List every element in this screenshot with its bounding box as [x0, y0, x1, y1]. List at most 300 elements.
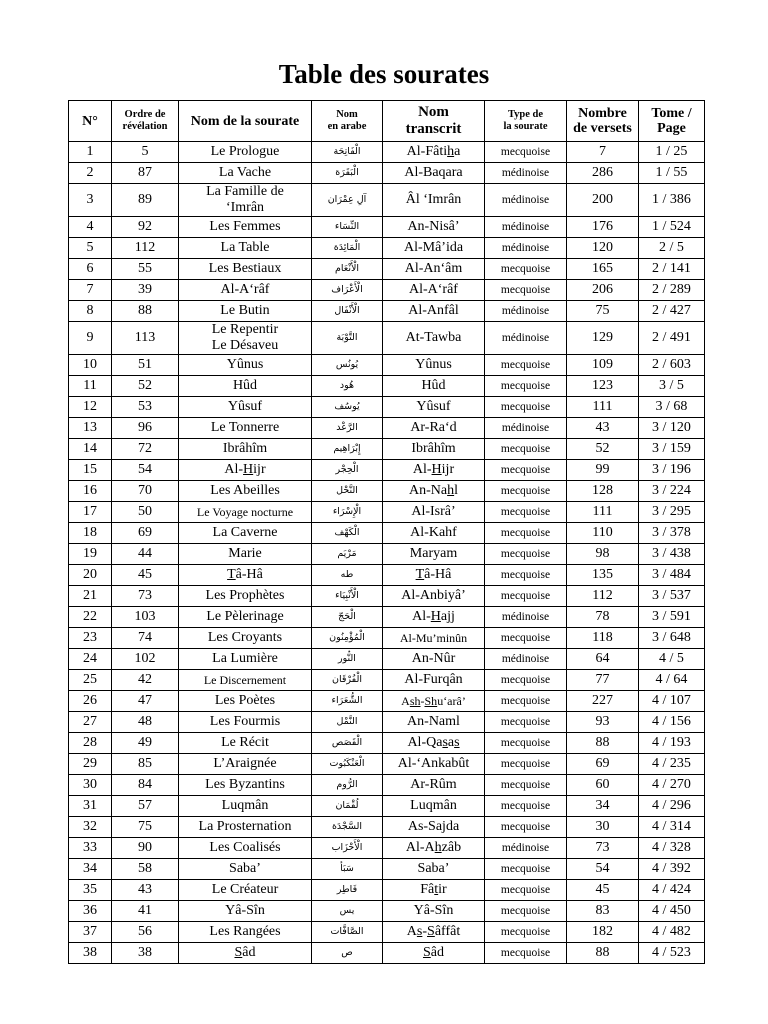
cell-verse-count: 110: [567, 523, 639, 544]
text-segment: u‘arâ’: [437, 694, 466, 708]
header-line: Nom: [418, 104, 449, 120]
cell-verse-count: 30: [567, 817, 639, 838]
header-line: la sourate: [503, 121, 548, 132]
cell-transcribed-name: As-Sajda: [383, 817, 485, 838]
cell-transcribed-name: An-Nisâ’: [383, 217, 485, 238]
cell-verse-count: 120: [567, 238, 639, 259]
cell-volume-page: 3 / 68: [639, 397, 705, 418]
table-row: [69, 880, 705, 901]
cell-surah-type: mecquoise: [485, 586, 567, 607]
table-row: [69, 565, 705, 586]
cell-volume-page: 2 / 141: [639, 259, 705, 280]
cell-arabic-name: الْأَنْفَال: [312, 301, 383, 322]
cell-verse-count: 52: [567, 439, 639, 460]
table-row: [69, 184, 705, 217]
cell-transcribed-name: Yûnus: [383, 355, 485, 376]
cell-surah-type: mecquoise: [485, 280, 567, 301]
cell-arabic-name: النِّسَاء: [312, 217, 383, 238]
text-segment: ajj: [440, 609, 455, 624]
cell-number: 8: [69, 301, 112, 322]
cell-surah-type: mecquoise: [485, 733, 567, 754]
cell-surah-name: Luqmân: [179, 796, 312, 817]
cell-surah-type: mecquoise: [485, 460, 567, 481]
cell-arabic-name: طه: [312, 565, 383, 586]
cell-revelation-order: 75: [112, 817, 179, 838]
cell-surah-name: Ibrâhîm: [179, 439, 312, 460]
cell-number: 5: [69, 238, 112, 259]
cell-volume-page: 4 / 392: [639, 859, 705, 880]
table-row: [69, 163, 705, 184]
cell-transcribed-name: Yâ-Sîn: [383, 901, 485, 922]
cell-surah-type: mecquoise: [485, 259, 567, 280]
cell-surah-type: mecquoise: [485, 376, 567, 397]
cell-volume-page: 4 / 296: [639, 796, 705, 817]
cell-arabic-name: الشُّعَرَاء: [312, 691, 383, 712]
cell-revelation-order: 69: [112, 523, 179, 544]
cell-revelation-order: 48: [112, 712, 179, 733]
table-row: [69, 301, 705, 322]
cell-number: 1: [69, 142, 112, 163]
table-row: [69, 481, 705, 502]
cell-transcribed-name: An-Nûr: [383, 649, 485, 670]
cell-number: 35: [69, 880, 112, 901]
cell-surah-name: L’Araignée: [179, 754, 312, 775]
header-line: Nom: [336, 109, 358, 120]
cell-verse-count: 112: [567, 586, 639, 607]
text-segment: -: [420, 694, 425, 708]
cell-arabic-name: الصَّافَّات: [312, 922, 383, 943]
cell-surah-name: Yûnus: [179, 355, 312, 376]
cell-surah-type: mecquoise: [485, 859, 567, 880]
cell-verse-count: 78: [567, 607, 639, 628]
table-row: [69, 523, 705, 544]
cell-transcribed-name: Al-Mâ’ida: [383, 238, 485, 259]
underlined-letters: H: [243, 462, 254, 477]
text-segment: â-Hâ: [235, 567, 263, 582]
cell-verse-count: 200: [567, 184, 639, 217]
cell-volume-page: 4 / 523: [639, 943, 705, 964]
cell-surah-type: médinoise: [485, 301, 567, 322]
cell-verse-count: 60: [567, 775, 639, 796]
cell-revelation-order: 73: [112, 586, 179, 607]
cell-revelation-order: 74: [112, 628, 179, 649]
cell-arabic-name: الْأَحْزَاب: [312, 838, 383, 859]
table-row: [69, 754, 705, 775]
cell-revelation-order: 90: [112, 838, 179, 859]
cell-number: 33: [69, 838, 112, 859]
cell-verse-count: 88: [567, 943, 639, 964]
underlined-letters: T: [415, 567, 425, 582]
cell-verse-count: 165: [567, 259, 639, 280]
cell-arabic-name: الْعَنْكَبُوت: [312, 754, 383, 775]
table-row: [69, 460, 705, 481]
cell-verse-count: 176: [567, 217, 639, 238]
text-segment: ir: [438, 882, 447, 897]
cell-revelation-order: 85: [112, 754, 179, 775]
cell-volume-page: 3 / 196: [639, 460, 705, 481]
cell-transcribed-name: Al-‘Ankabût: [383, 754, 485, 775]
cell-volume-page: 2 / 603: [639, 355, 705, 376]
cell-transcribed-name: Hûd: [383, 376, 485, 397]
cell-verse-count: 64: [567, 649, 639, 670]
cell-surah-type: mecquoise: [485, 880, 567, 901]
cell-surah-type: mecquoise: [485, 544, 567, 565]
cell-surah-type: mecquoise: [485, 502, 567, 523]
header-revelation-order: [112, 101, 179, 142]
cell-revelation-order: 92: [112, 217, 179, 238]
cell-surah-type: médinoise: [485, 322, 567, 355]
cell-surah-name: Saba’: [179, 859, 312, 880]
cell-surah-name: Les Fourmis: [179, 712, 312, 733]
cell-surah-type: médinoise: [485, 163, 567, 184]
cell-number: 21: [69, 586, 112, 607]
underlined-letters: h: [434, 840, 442, 855]
cell-verse-count: 7: [567, 142, 639, 163]
cell-surah-name: Al-A‘râf: [179, 280, 312, 301]
cell-verse-count: 128: [567, 481, 639, 502]
cell-verse-count: 43: [567, 418, 639, 439]
cell-volume-page: 1 / 55: [639, 163, 705, 184]
cell-volume-page: 3 / 438: [639, 544, 705, 565]
cell-number: 31: [69, 796, 112, 817]
cell-revelation-order: 51: [112, 355, 179, 376]
cell-number: 19: [69, 544, 112, 565]
cell-arabic-name: الرُّوم: [312, 775, 383, 796]
table-row: [69, 217, 705, 238]
cell-transcribed-name: Ibrâhîm: [383, 439, 485, 460]
cell-revelation-order: 53: [112, 397, 179, 418]
cell-number: 6: [69, 259, 112, 280]
cell-volume-page: 3 / 591: [639, 607, 705, 628]
table-row: [69, 817, 705, 838]
cell-arabic-name: الْمُؤْمِنُون: [312, 628, 383, 649]
cell-revelation-order: 70: [112, 481, 179, 502]
table-row: [69, 838, 705, 859]
page-title: Table des sourates: [278, 59, 490, 89]
underlined-letters: h: [447, 144, 455, 159]
cell-surah-type: mecquoise: [485, 691, 567, 712]
underlined-letters: h: [447, 483, 455, 498]
cell-arabic-name: يس: [312, 901, 383, 922]
underlined-letters: sh: [409, 694, 421, 708]
cell-number: 16: [69, 481, 112, 502]
cell-verse-count: 286: [567, 163, 639, 184]
text-segment: âffât: [434, 924, 461, 939]
cell-volume-page: 4 / 235: [639, 754, 705, 775]
cell-revelation-order: 89: [112, 184, 179, 217]
cell-revelation-order: 42: [112, 670, 179, 691]
text-segment: A: [401, 694, 410, 708]
cell-surah-type: mecquoise: [485, 481, 567, 502]
cell-revelation-order: 45: [112, 565, 179, 586]
cell-volume-page: 4 / 5: [639, 649, 705, 670]
cell-surah-type: mecquoise: [485, 523, 567, 544]
underlined-letters: H: [430, 609, 441, 624]
cell-number: 29: [69, 754, 112, 775]
cell-arabic-name: الْفُرْقَان: [312, 670, 383, 691]
header-line: Ordre de: [124, 109, 166, 120]
cell-transcribed-name: [383, 460, 485, 481]
cell-number: 30: [69, 775, 112, 796]
cell-transcribed-name: Luqmân: [383, 796, 485, 817]
cell-surah-name: Hûd: [179, 376, 312, 397]
table-row: [69, 280, 705, 301]
cell-arabic-name: الْقَصَص: [312, 733, 383, 754]
cell-verse-count: 111: [567, 502, 639, 523]
table-row: [69, 649, 705, 670]
table-row: [69, 859, 705, 880]
underlined-letters: t: [434, 882, 439, 897]
cell-arabic-name: إِبْرَاهِيم: [312, 439, 383, 460]
cell-volume-page: 1 / 25: [639, 142, 705, 163]
cell-surah-name: Les Coalisés: [179, 838, 312, 859]
cell-verse-count: 227: [567, 691, 639, 712]
header-line: révélation: [122, 121, 168, 132]
cell-arabic-name: النَّحْل: [312, 481, 383, 502]
cell-surah-name: La Famille de ‘Imrân: [179, 184, 312, 217]
text-segment: â-Hâ: [424, 567, 452, 582]
cell-surah-name: Les Poètes: [179, 691, 312, 712]
cell-surah-type: mecquoise: [485, 439, 567, 460]
cell-revelation-order: 87: [112, 163, 179, 184]
cell-volume-page: 3 / 484: [639, 565, 705, 586]
text-segment: ijr: [253, 462, 266, 477]
underlined-letters: Sh: [424, 694, 438, 708]
cell-number: 9: [69, 322, 112, 355]
cell-number: 13: [69, 418, 112, 439]
cell-surah-type: mecquoise: [485, 712, 567, 733]
cell-number: 26: [69, 691, 112, 712]
cell-arabic-name: الْأَعْرَاف: [312, 280, 383, 301]
cell-number: 32: [69, 817, 112, 838]
cell-transcribed-name: [383, 691, 485, 712]
cell-arabic-name: الْمَائِدَة: [312, 238, 383, 259]
cell-volume-page: 4 / 64: [639, 670, 705, 691]
cell-verse-count: 83: [567, 901, 639, 922]
cell-volume-page: 3 / 537: [639, 586, 705, 607]
table-row: [69, 733, 705, 754]
cell-surah-name: Le Voyage nocturne: [179, 502, 312, 523]
cell-verse-count: 77: [567, 670, 639, 691]
table-row: [69, 376, 705, 397]
cell-verse-count: 99: [567, 460, 639, 481]
header-line: de versets: [573, 121, 632, 136]
cell-surah-name: La Prosternation: [179, 817, 312, 838]
cell-surah-name: La Table: [179, 238, 312, 259]
underlined-letters: H: [431, 462, 442, 477]
cell-revelation-order: 72: [112, 439, 179, 460]
header-surah-name: Nom de la sourate: [179, 101, 312, 142]
cell-volume-page: 4 / 270: [639, 775, 705, 796]
cell-surah-type: mecquoise: [485, 901, 567, 922]
cell-arabic-name: الْفَاتِحَة: [312, 142, 383, 163]
cell-surah-name: Le Tonnerre: [179, 418, 312, 439]
cell-number: 2: [69, 163, 112, 184]
cell-verse-count: 93: [567, 712, 639, 733]
cell-volume-page: 4 / 424: [639, 880, 705, 901]
header-line: Nombre: [578, 106, 627, 121]
table-row: [69, 355, 705, 376]
table-row: [69, 142, 705, 163]
cell-transcribed-name: [383, 481, 485, 502]
text-segment: Al-: [412, 462, 432, 477]
header-transcribed-name: [383, 101, 485, 142]
cell-surah-name: Le Discernement: [179, 670, 312, 691]
cell-surah-name: Le Prologue: [179, 142, 312, 163]
header-row: [69, 101, 705, 142]
cell-volume-page: 3 / 224: [639, 481, 705, 502]
cell-revelation-order: 96: [112, 418, 179, 439]
cell-surah-type: médinoise: [485, 607, 567, 628]
cell-transcribed-name: Al-A‘râf: [383, 280, 485, 301]
cell-transcribed-name: Al-Isrâ’: [383, 502, 485, 523]
cell-volume-page: 2 / 491: [639, 322, 705, 355]
table-row: [69, 259, 705, 280]
cell-surah-name: Yâ-Sîn: [179, 901, 312, 922]
cell-transcribed-name: [383, 607, 485, 628]
cell-number: 14: [69, 439, 112, 460]
cell-arabic-name: التَّوْبَة: [312, 322, 383, 355]
cell-number: 15: [69, 460, 112, 481]
header-volume-page: [639, 101, 705, 142]
cell-revelation-order: 44: [112, 544, 179, 565]
cell-number: 34: [69, 859, 112, 880]
cell-arabic-name: النَّمْل: [312, 712, 383, 733]
table-row: [69, 607, 705, 628]
header-arabic-name: [312, 101, 383, 142]
cell-number: 36: [69, 901, 112, 922]
cell-volume-page: 4 / 107: [639, 691, 705, 712]
cell-surah-name: Les Croyants: [179, 628, 312, 649]
cell-transcribed-name: Al-Anbiyâ’: [383, 586, 485, 607]
cell-arabic-name: النُّور: [312, 649, 383, 670]
cell-surah-type: mecquoise: [485, 943, 567, 964]
cell-volume-page: 3 / 295: [639, 502, 705, 523]
cell-surah-name: Le Butin: [179, 301, 312, 322]
cell-verse-count: 129: [567, 322, 639, 355]
cell-transcribed-name: Saba’: [383, 859, 485, 880]
cell-volume-page: 1 / 386: [639, 184, 705, 217]
cell-surah-name: La Caverne: [179, 523, 312, 544]
cell-surah-name: Le Repentir Le Désaveu: [179, 322, 312, 355]
cell-surah-type: médinoise: [485, 649, 567, 670]
cell-volume-page: 1 / 524: [639, 217, 705, 238]
table-row: [69, 397, 705, 418]
cell-verse-count: 69: [567, 754, 639, 775]
cell-verse-count: 34: [567, 796, 639, 817]
table-row: [69, 922, 705, 943]
cell-volume-page: 2 / 427: [639, 301, 705, 322]
cell-surah-type: mecquoise: [485, 754, 567, 775]
cell-transcribed-name: [383, 943, 485, 964]
cell-revelation-order: 5: [112, 142, 179, 163]
cell-surah-type: mecquoise: [485, 142, 567, 163]
cell-arabic-name: الْأَنْعَام: [312, 259, 383, 280]
cell-arabic-name: ص: [312, 943, 383, 964]
cell-surah-name: Les Bestiaux: [179, 259, 312, 280]
text-segment: Al-Qa: [407, 735, 443, 750]
cell-revelation-order: 55: [112, 259, 179, 280]
cell-surah-name: La Vache: [179, 163, 312, 184]
header-line: Type de: [507, 109, 544, 120]
cell-arabic-name: الْبَقَرَة: [312, 163, 383, 184]
cell-surah-type: mecquoise: [485, 565, 567, 586]
text-segment: Al-: [412, 609, 431, 624]
cell-arabic-name: الْإِسْرَاء: [312, 502, 383, 523]
cell-arabic-name: الْكَهْف: [312, 523, 383, 544]
cell-revelation-order: 41: [112, 901, 179, 922]
cell-arabic-name: يُونُس: [312, 355, 383, 376]
cell-number: 18: [69, 523, 112, 544]
text-segment: âd: [430, 945, 444, 960]
cell-revelation-order: 47: [112, 691, 179, 712]
cell-transcribed-name: [383, 880, 485, 901]
cell-volume-page: 3 / 5: [639, 376, 705, 397]
cell-transcribed-name: [383, 922, 485, 943]
cell-transcribed-name: [383, 838, 485, 859]
cell-volume-page: 4 / 328: [639, 838, 705, 859]
cell-number: 24: [69, 649, 112, 670]
cell-surah-name: [179, 460, 312, 481]
cell-surah-name: Les Byzantins: [179, 775, 312, 796]
cell-number: 28: [69, 733, 112, 754]
header-line: en arabe: [327, 121, 367, 132]
sourates-table: [68, 100, 705, 964]
cell-revelation-order: 103: [112, 607, 179, 628]
cell-arabic-name: هُود: [312, 376, 383, 397]
text-segment: A: [406, 924, 417, 939]
underlined-letters: s: [416, 924, 423, 939]
cell-verse-count: 75: [567, 301, 639, 322]
text-segment: a: [447, 735, 455, 750]
cell-revelation-order: 52: [112, 376, 179, 397]
cell-transcribed-name: Âl ‘Imrân: [383, 184, 485, 217]
text-segment: Al-A: [405, 840, 435, 855]
underlined-letters: s: [442, 735, 448, 750]
cell-transcribed-name: Maryam: [383, 544, 485, 565]
cell-revelation-order: 113: [112, 322, 179, 355]
text-segment: -: [422, 924, 428, 939]
cell-volume-page: 4 / 450: [639, 901, 705, 922]
cell-revelation-order: 88: [112, 301, 179, 322]
cell-surah-type: médinoise: [485, 238, 567, 259]
cell-volume-page: 4 / 156: [639, 712, 705, 733]
cell-surah-type: médinoise: [485, 184, 567, 217]
table-row: [69, 796, 705, 817]
cell-number: 17: [69, 502, 112, 523]
cell-number: 11: [69, 376, 112, 397]
cell-verse-count: 98: [567, 544, 639, 565]
cell-surah-name: Les Rangées: [179, 922, 312, 943]
cell-arabic-name: الْأَنْبِيَاء: [312, 586, 383, 607]
cell-surah-name: Yûsuf: [179, 397, 312, 418]
cell-surah-name: Les Femmes: [179, 217, 312, 238]
underlined-letters: S: [427, 924, 435, 939]
cell-surah-type: mecquoise: [485, 628, 567, 649]
cell-volume-page: 4 / 314: [639, 817, 705, 838]
cell-revelation-order: 43: [112, 880, 179, 901]
cell-number: 38: [69, 943, 112, 964]
cell-transcribed-name: Al-Mu’minûn: [383, 628, 485, 649]
cell-revelation-order: 54: [112, 460, 179, 481]
text-segment: zâb: [441, 840, 462, 855]
cell-surah-type: mecquoise: [485, 817, 567, 838]
cell-revelation-order: 112: [112, 238, 179, 259]
cell-number: 22: [69, 607, 112, 628]
cell-surah-type: médinoise: [485, 838, 567, 859]
cell-surah-type: mecquoise: [485, 796, 567, 817]
cell-surah-type: mecquoise: [485, 397, 567, 418]
